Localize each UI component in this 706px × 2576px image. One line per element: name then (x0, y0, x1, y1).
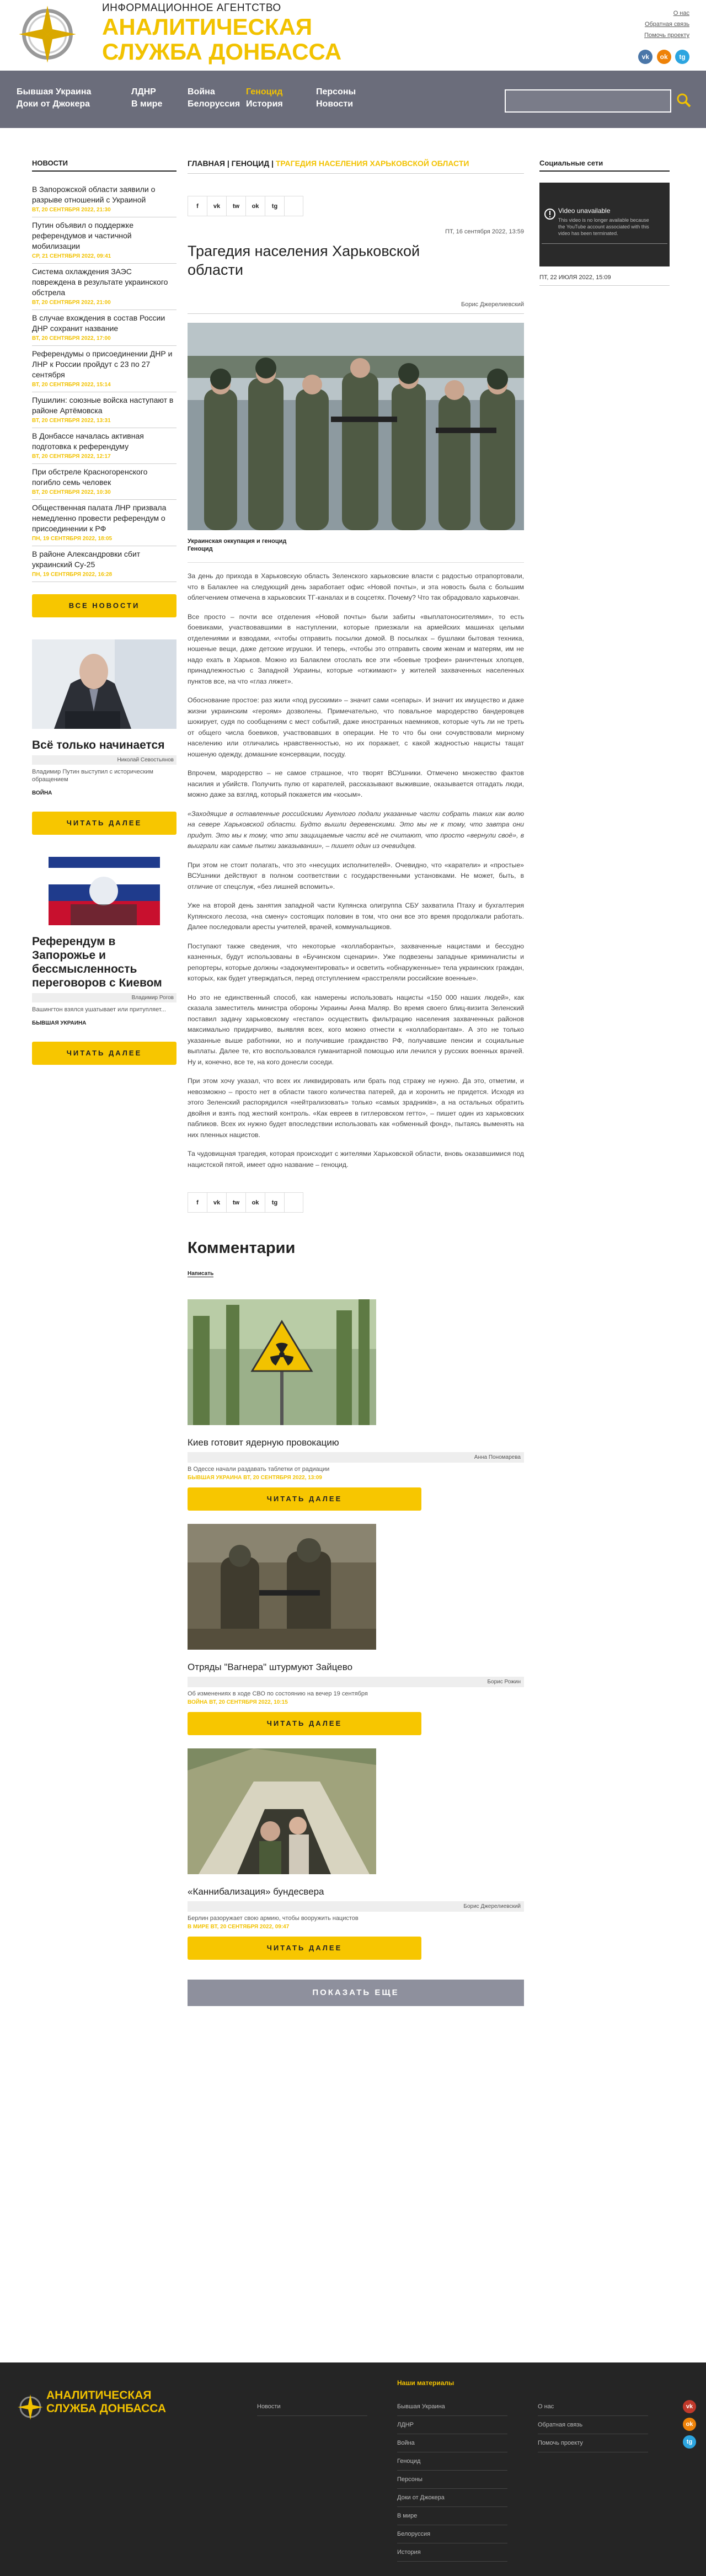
news-list-item[interactable] (32, 182, 176, 217)
news-list-item[interactable] (32, 346, 176, 392)
write-comment-link[interactable]: Написать (188, 1271, 214, 1277)
twitter-share-icon[interactable]: tw (227, 196, 246, 216)
nav-item-history[interactable]: История (246, 99, 283, 109)
article-title: Трагедия населения Харьковской области (188, 243, 420, 278)
news-date: ВТ, 20 СЕНТЯБРЯ 2022, 17:00 (32, 335, 111, 342)
article-body (188, 571, 524, 1170)
news-date: ВТ, 20 СЕНТЯБРЯ 2022, 21:30 (32, 207, 111, 213)
feature-image-referendum[interactable] (49, 857, 160, 925)
news-date: ВТ, 20 СЕНТЯБРЯ 2022, 12:17 (32, 454, 111, 460)
footer-link[interactable]: В мире (397, 2507, 507, 2525)
telegram-icon[interactable]: tg (675, 50, 689, 64)
news-list-item[interactable] (32, 392, 176, 428)
ok-share-icon[interactable]: ok (246, 1193, 265, 1212)
feature-description: Владимир Путин выступил с историческим обращением (32, 769, 153, 783)
news-list (32, 182, 176, 582)
article-column (188, 159, 524, 2006)
breadcrumb-current: ТРАГЕДИЯ НАСЕЛЕНИЯ ХАРЬКОВСКОЙ ОБЛАСТИ (275, 159, 469, 168)
vk-icon[interactable]: vk (638, 50, 652, 64)
footer-link[interactable]: Доки от Джокера (397, 2489, 507, 2507)
related-title[interactable]: Отряды "Вагнера" штурмуют Зайцево (188, 1662, 353, 1672)
article-paragraph: Впрочем, мародерство – не самое страшное, что творят ВСУшники. Отмечено множество фактов насилия и убийств. Получить пулю от карателей, рассказывают выжившие, оказывается отгадать люди, можно даже за взгляд, который покажется им «косым». (188, 769, 524, 798)
feature-title[interactable]: Всё только начинается (32, 739, 165, 751)
breadcrumb-separator: | (271, 159, 276, 168)
article-paragraph: Но это не единственный способ, как намерены использовать нацисты «150 000 наших людей», как сказала заместитель министра обороны Украины Анна Маляр. Во время своего блиц-визита Зеленский поставил задачу харьковскому «гестапо» осуществить фильтрацию населения захваченных районов максимально придирчиво, выявляя всех, кого можно отнести к «коллаборантам». А это не только указанные выше работники, но и получившие гражданство РФ, получавшие пенсии и социальные выплаты. Далее те, кто воспользовался гуманитарной помощью или лечился у русских военных врачей. Ну и, конечно, все те, на кого донесли соседи. (188, 993, 524, 1066)
footer-social-icons (683, 2400, 696, 2453)
telegram-share-icon[interactable]: tg (265, 196, 285, 216)
read-more-button[interactable]: ЧИТАТЬ ДАЛЕЕ (188, 1937, 421, 1960)
nav-item-war[interactable]: Война (188, 87, 215, 97)
news-list-item[interactable] (32, 264, 176, 310)
news-list-item[interactable] (32, 500, 176, 546)
feature-description: Вашингтон взялся ушатывает или притупляет... (32, 1006, 166, 1013)
read-more-button[interactable]: ЧИТАТЬ ДАЛЕЕ (188, 1712, 421, 1735)
main-nav (0, 71, 706, 128)
article-paragraph: Все просто – почти все отделения «Новой почты» были забиты «выплатоносителями», то есть боевиками, участвовавшими в наступлении, которые приезжали на армейских машинах целыми отделениями и взводами, «чтобы отправить посылки домой. В посылках – бушлаки бытовая техника, ношеные вещи, даже детские игрушки. И теперь, «чтобы это отправить своим женам и матерям, им не надо ехать в Харьков. Можно из Балаклеи отослать все эти «боевые трофеи» раничтеных хлопцев, принадлежностью с Западной Украины, которые «отжимают» у жителей захваченных населенных пунктов все, на что «глаз ляжет». (188, 612, 524, 685)
nav-item-genocide[interactable]: Геноцид (246, 87, 283, 97)
news-date: ВТ, 20 СЕНТЯБРЯ 2022, 10:30 (32, 489, 111, 495)
right-sidebar (539, 159, 670, 286)
read-more-button[interactable]: ЧИТАТЬ ДАЛЕЕ (32, 812, 176, 835)
article-paragraph: Обоснование простое: раз жили «под русскими» – значит сами «сепары». И значит их имущество и даже жизни украинским «героям» дозволены. Примечательно, что повальное мародерство бандеровцев шокирует, судя по сообщениям с мест событий, даже иностранных наемников, которые чуть ли не треть от общего числа боевиков, участвовавших в операции. Не то что бы они сочувствовали мирному населению или отличались нравственностью, но их поражает, с какой жадностью нацисты тащат ношеную одежду, домашние консервации, посуду. (188, 696, 524, 758)
related-rubric[interactable]: В МИРЕ ВТ, 20 СЕНТЯБРЯ 2022, 09:47 (188, 1924, 290, 1930)
donate-link[interactable]: Помочь проекту (644, 32, 689, 39)
news-date: ВТ, 20 СЕНТЯБРЯ 2022, 15:14 (32, 382, 111, 388)
news-list-item[interactable] (32, 546, 176, 582)
nav-column (316, 86, 356, 110)
news-list-item[interactable] (32, 310, 176, 346)
news-date: ВТ, 20 СЕНТЯБРЯ 2022, 21:00 (32, 300, 111, 306)
read-more-button[interactable]: ЧИТАТЬ ДАЛЕЕ (188, 1487, 421, 1511)
news-title[interactable]: В районе Александровки сбит украинский Су-25 (32, 550, 141, 569)
logo-title[interactable] (102, 14, 341, 64)
footer-materials-column (397, 2398, 507, 2562)
related-image-wagner[interactable] (188, 1524, 376, 1650)
nav-column (17, 86, 91, 110)
ok-share-icon[interactable]: ok (246, 196, 265, 216)
footer-info-column (538, 2398, 648, 2452)
nav-item-belarus[interactable]: Белоруссия (188, 99, 240, 109)
feature-image-putin[interactable] (32, 639, 176, 729)
nav-item-persons[interactable]: Персоны (316, 87, 356, 97)
footer-news-column (257, 2398, 367, 2416)
footer-link[interactable]: Персоны (397, 2471, 507, 2489)
site-header (0, 0, 706, 71)
feature-title[interactable]: Референдум в Запорожье и бессмысленность переговоров с Киевом (32, 935, 162, 989)
article-photo-soldiers (188, 323, 524, 530)
ok-icon[interactable]: ok (683, 2418, 696, 2431)
footer-title-line2: СЛУЖБА ДОНБАССА (46, 2402, 167, 2415)
news-title[interactable]: Общественная палата ЛНР призвала немедленно провести референдум о присоединении к РФ (32, 503, 167, 533)
nav-item-former-ukraine[interactable]: Бывшая Украина (17, 87, 92, 97)
news-title[interactable]: Система охлаждения ЗАЭС повреждена в результате украинского обстрела (32, 267, 168, 297)
related-rubric[interactable]: БЫВШАЯ УКРАИНА ВТ, 20 СЕНТЯБРЯ 2022, 13:09 (188, 1475, 322, 1481)
top-links (644, 8, 689, 41)
left-sidebar (32, 159, 176, 1065)
footer-link-about[interactable]: О нас (538, 2398, 648, 2416)
article-author[interactable]: Борис Джерелиевский (188, 301, 524, 314)
nav-column (131, 86, 162, 110)
nav-column (246, 86, 283, 110)
social-section-title: Социальные сети (539, 159, 670, 172)
feature-card (32, 639, 176, 835)
nav-item-ldnr[interactable]: ЛДНР (131, 87, 156, 97)
breadcrumb (188, 159, 524, 174)
related-rubric[interactable]: ВОЙНА ВТ, 20 СЕНТЯБРЯ 2022, 10:15 (188, 1699, 288, 1705)
search-input[interactable] (505, 89, 671, 113)
article-paragraph: За день до прихода в Харьковскую область Зеленского харьковские власти с радостью отрапортовали, что в Балаклее на следующий день заработает офис «Новой почты», и эта новость была с большим облегчением отмечена в харьковских ТГ-каналах и в соцсетях. Почему? Что так обрадовало харьковчан. (188, 572, 524, 601)
video-embed[interactable] (539, 183, 670, 266)
read-more-button[interactable]: ЧИТАТЬ ДАЛЕЕ (32, 1042, 176, 1065)
article-paragraph: «Заходящие в оставленные российскими Ауенлого подали указанные части собрать таких как волю на севере Харьковской области. Будто вышли деревенскими. Это мы не к тому, что завтра они придут. Это мы к тому, что эти защищаемые части всё не считают, что просто «вернули своё», в выиграли как самые пытки заказывании», – пишет один из очевидцев. (188, 809, 524, 850)
photo-caption: Украинская оккупация и геноцид (188, 538, 287, 545)
nav-column (188, 86, 240, 110)
footer-logo-icon[interactable] (17, 2393, 44, 2421)
news-date: СР, 21 СЕНТЯБРЯ 2022, 09:41 (32, 253, 111, 259)
vk-icon[interactable]: vk (683, 2400, 696, 2413)
related-author: Борис Джерелиевский (188, 1901, 524, 1912)
footer-title-line1: АНАЛИТИЧЕСКАЯ (46, 2389, 152, 2402)
footer-link-donate[interactable]: Помочь проекту (538, 2434, 648, 2452)
logo-star-icon[interactable] (17, 3, 78, 65)
share-bar (188, 196, 303, 216)
feature-author: Николай Севостьянов (32, 755, 176, 765)
breadcrumb-genocide[interactable]: ГЕНОЦИД (231, 159, 270, 168)
facebook-share-icon[interactable]: f (188, 196, 207, 216)
facebook-share-icon[interactable]: f (188, 1193, 207, 1212)
news-title[interactable]: В Запорожской области заявили о разрыве отношений с Украиной (32, 185, 156, 204)
related-image-bundeswehr[interactable] (188, 1748, 376, 1874)
news-list-item[interactable] (32, 217, 176, 264)
comments-title: Комментарии (188, 1239, 296, 1257)
video-unavailable-message: This video is no longer available because the YouTube account associated with this video has been terminated. (558, 217, 649, 236)
article-date: ПТ, 16 сентября 2022, 13:59 (445, 228, 524, 235)
show-more-button[interactable]: ПОКАЗАТЬ ЕЩЕ (188, 1980, 524, 2006)
article-paragraph: Та чудовищная трагедия, которая происходит с жителями Харьковской области, вновь оказавшимися под нацистской пятой, имеет одно название – геноцид. (188, 1150, 524, 1169)
feature-author: Владимир Рогов (32, 993, 176, 1002)
footer-link[interactable]: История (397, 2543, 507, 2562)
news-title[interactable]: Пушилин: союзные войска наступают в районе Артёмовска (32, 396, 174, 415)
nav-item-news[interactable]: Новости (316, 99, 354, 109)
article-paragraph: При этом не стоит полагать, что это «несущих исполнителей». Очевидно, что «каратели» и «простые» ВСУшники действуют в полном соответствии с государственными установками. Не может, быть, в отличие от спецслуж, «без лишней вспомить». (188, 861, 524, 890)
footer-link[interactable]: Война (397, 2434, 507, 2452)
telegram-icon[interactable]: tg (683, 2435, 696, 2449)
breadcrumb-separator: | (227, 159, 232, 168)
header-social-icons (636, 50, 689, 64)
vk-share-icon[interactable]: vk (207, 1193, 227, 1212)
related-article (188, 1748, 524, 1960)
footer-materials-heading: Наши материалы (397, 2379, 454, 2387)
footer-link[interactable]: Бывшая Украина (397, 2398, 507, 2416)
footer-title[interactable] (46, 2389, 166, 2415)
breadcrumb-home[interactable]: ГЛАВНАЯ (188, 159, 225, 168)
feedback-link[interactable]: Обратная связь (644, 21, 689, 28)
related-author: Борис Рожин (188, 1677, 524, 1687)
related-author: Анна Пономарева (188, 1452, 524, 1463)
footer-link[interactable]: Геноцид (397, 2452, 507, 2471)
twitter-share-icon[interactable]: tw (227, 1193, 246, 1212)
article-photo (188, 323, 524, 530)
feature-rubric[interactable]: ВОЙНА (32, 790, 52, 796)
related-image-nuclear[interactable] (188, 1299, 376, 1425)
news-title[interactable]: В Донбассе началась активная подготовка к референдуму (32, 431, 144, 451)
footer-link[interactable]: ЛДНР (397, 2416, 507, 2434)
news-title[interactable]: В случае вхождения в состав России ДНР сохранит название (32, 313, 165, 333)
article-paragraph: Поступают также сведения, что некоторые «коллаборанты», захваченные нацистами и бессудно казненных, будут использованы в «Бучинском сценарии». Уже подвезены западные криминалисты и репортеры, которые должны «задокументировать» и осветить «обнаруженные» тела украинских граждан, которых, как будет утверждаться, перед отступлением «расстреляли российские военные». (188, 942, 524, 982)
vk-share-icon[interactable]: vk (207, 196, 227, 216)
nav-item-world[interactable]: В мире (131, 99, 163, 109)
ok-icon[interactable]: ok (657, 50, 671, 64)
related-title[interactable]: Киев готовит ядерную провокацию (188, 1437, 339, 1448)
related-description: В Одессе начали раздавать таблетки от радиации (188, 1466, 330, 1473)
video-date: ПТ, 22 ИЮЛЯ 2022, 15:09 (539, 274, 670, 286)
telegram-share-icon[interactable]: tg (265, 1193, 285, 1212)
search-icon[interactable] (674, 90, 694, 110)
video-unavailable-title: Video unavailable (558, 207, 611, 215)
logo-subtitle: ИНФОРМАЦИОННОЕ АГЕНТСТВО (102, 2, 281, 14)
share-bar-bottom (188, 1192, 303, 1213)
news-title[interactable]: Референдумы о присоединении ДНР и ЛНР к России пройдут с 23 по 27 сентября (32, 349, 173, 379)
warning-icon (544, 208, 556, 220)
feature-rubric[interactable]: БЫВШАЯ УКРАИНА (32, 1020, 87, 1026)
article-paragraph: Уже на второй день занятия западной части Купянска олигруппа СБУ захватила Птаху и бухгалтерия Купянского лесоза, «на смену» состоящих половин в том, что они все это время продолжали работать. Далее последовали аресты учителей, врачей, коммунальщиков. (188, 902, 524, 931)
news-list-item[interactable] (32, 464, 176, 500)
article-rubric[interactable]: Геноцид (188, 546, 524, 563)
logo-title-line2: СЛУЖБА ДОНБАССА (102, 39, 342, 65)
video-progress-bar[interactable] (542, 243, 667, 247)
nav-item-joker-docs[interactable]: Доки от Джокера (17, 99, 90, 109)
article-paragraph: При этом хочу указал, что всех их ликвидировать или брать под стражу не нужно. Да это, отметим, и невозможно – просто нет в области такого количества патерей, да и хоронить не придется. Исходя из этого Зеленский распорядился «нейтрализовать» только «самых зрадників», а на остальных обратить двойня и взять под жесткий контроль. «Как евреев в гитлеровском гетто», – пишет один из харьковских пабликов. Всех их нужно будет впоследствии использовать как «обменный фонд», пытаясь выменять на них пленных нацистов. (188, 1077, 524, 1139)
footer-link-news[interactable]: Новости (257, 2398, 367, 2416)
news-date: ВТ, 20 СЕНТЯБРЯ 2022, 13:31 (32, 418, 111, 424)
news-section-title: НОВОСТИ (32, 159, 176, 172)
related-description: Об изменениях в ходе СВО по состоянию на вечер 19 сентября (188, 1690, 368, 1697)
footer-link-feedback[interactable]: Обратная связь (538, 2416, 648, 2434)
related-title[interactable]: «Каннибализация» бундесвера (188, 1886, 324, 1897)
news-date: ПН, 19 СЕНТЯБРЯ 2022, 18:05 (32, 536, 113, 542)
news-title[interactable]: Путин объявил о поддержке референдумов и частичной мобилизации (32, 221, 133, 250)
all-news-button[interactable]: ВСЕ НОВОСТИ (32, 594, 176, 617)
news-list-item[interactable] (32, 428, 176, 464)
about-link[interactable]: О нас (673, 10, 689, 17)
site-footer (0, 2362, 706, 2576)
related-description: Берлин разоружает свою армию, чтобы вооружить нацистов (188, 1915, 359, 1922)
news-title[interactable]: При обстреле Красногоренского погибло семь человек (32, 467, 148, 487)
related-article (188, 1524, 524, 1735)
logo-title-line1: АНАЛИТИЧЕСКАЯ (102, 14, 313, 40)
footer-link[interactable]: Белоруссия (397, 2525, 507, 2543)
feature-card (32, 857, 176, 1065)
related-article (188, 1299, 524, 1511)
news-date: ПН, 19 СЕНТЯБРЯ 2022, 16:28 (32, 572, 113, 578)
